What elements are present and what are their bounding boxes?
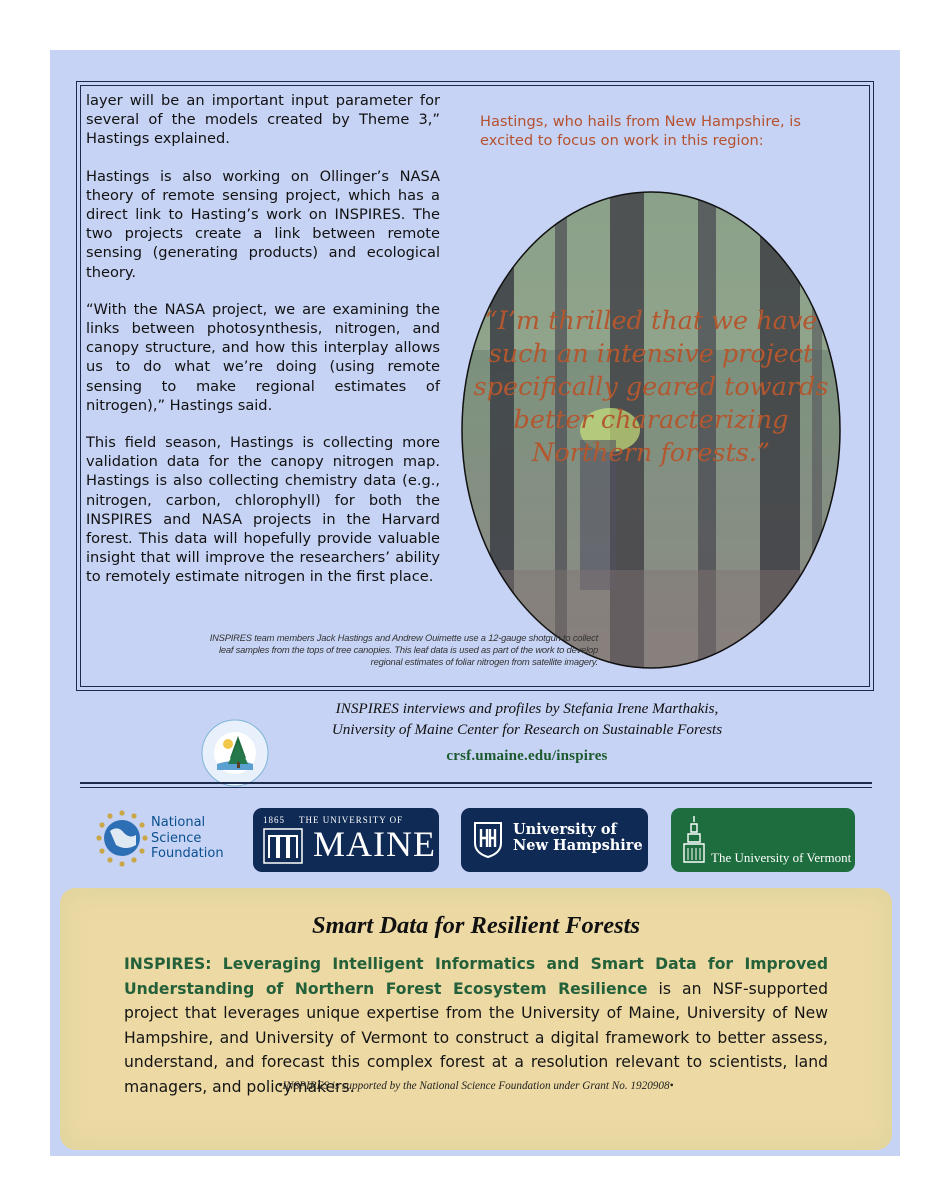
nsf-logo: [94, 808, 239, 872]
unh-logo: [461, 808, 648, 872]
paragraph: This field season, Hastings is collecting more validation data for the canopy nitrogen map. Hastings is also collecting chemistry data (e.g., nitrogen, carbon, chlorophyll) for both the INSPIRES and NASA projects in the Harvard forest. This data will hopefully provide valuable insight that will improve the researchers’ ability to remotely estimate nitrogen in the first place.: [86, 434, 440, 586]
project-full-name: INSPIRES: Leveraging Intelligent Informatics and Smart Data for Improved Understanding of Northern Forest Ecosystem Resilience: [124, 955, 828, 998]
paragraph: Hastings is also working on Ollinger’s NASA theory of remote sensing project, which has a direct link to Hasting’s work on INSPIRES. The two projects create a link between remote sensing (generating products) and ecological theory.: [86, 167, 440, 281]
article-body: [86, 91, 440, 605]
banner-description: [124, 952, 828, 1100]
quote-intro: Hastings, who hails from New Hampshire, is excited to focus on work in this region:: [480, 113, 801, 149]
uvm-wordmark: The University of Vermont: [711, 850, 852, 865]
unh-wordmark: [513, 822, 643, 854]
maine-emblem-icon: [263, 828, 303, 864]
banner-title: Smart Data for Resilient Forests: [311, 912, 641, 939]
credits-line: University of Maine Center for Research on Sustainable Forests: [331, 721, 723, 738]
website-link[interactable]: crsf.umaine.edu/inspires: [446, 748, 608, 764]
credits-block: [292, 698, 762, 765]
paragraph: layer will be an important input parameter for several of the models created by Theme 3,” Hastings explained.: [86, 92, 440, 148]
photo-caption: INSPIRES team members Jack Hastings and Andrew Ouimette use a 12-gauge shotgun to collect leaf samples from the tops of tree canopies. This leaf data is used as part of the work to develop regional estimates of foliar nitrogen from satellite imagery.: [209, 632, 598, 668]
unh-word: New Hampshire: [513, 837, 643, 854]
divider: [80, 787, 872, 788]
paragraph: “With the NASA project, we are examining the links between photosynthesis, nitrogen, and canopy structure, and how this interplay allows us to do what we’re doing (using remote sensing to make regional estimates of nitrogen),” Hastings said.: [86, 300, 440, 414]
crsf-seal-logo: [200, 718, 270, 788]
maine-tagline: THE UNIVERSITY OF: [299, 815, 404, 825]
nsf-word: Science: [151, 830, 202, 846]
nsf-wordmark: [151, 815, 224, 862]
uvm-logo: [671, 808, 855, 872]
unh-shield-icon: [473, 821, 503, 859]
pull-quote: “I’m thrilled that we have such an intensive project specifically geared towards better characterizing Northern forests.”: [473, 306, 829, 468]
unh-word: University of: [513, 821, 617, 838]
nsf-globe-icon: [94, 809, 150, 871]
maine-wordmark: MAINE: [313, 824, 436, 864]
maine-year: 1865: [263, 815, 285, 825]
project-description: is an NSF-supported project that leverages unique expertise from the University of Maine, University of New Hampshire, and University of Vermont to construct a digital framework to better assess, understand, and forecast this complex forest at a resolution relevant to scientists, land managers, and policymakers.: [124, 979, 829, 1096]
divider: [80, 782, 872, 784]
nsf-word: Foundation: [151, 846, 224, 861]
newsletter-page: [50, 50, 900, 1156]
uvm-building-icon: [681, 816, 707, 864]
umaine-logo: [253, 808, 439, 872]
nsf-word: National: [151, 815, 206, 830]
grant-notice: •INSPIRES is supported by the National Science Foundation under Grant No. 1920908•: [278, 1080, 674, 1092]
credits-line: INSPIRES interviews and profiles by Stefania Irene Marthakis,: [335, 700, 719, 717]
